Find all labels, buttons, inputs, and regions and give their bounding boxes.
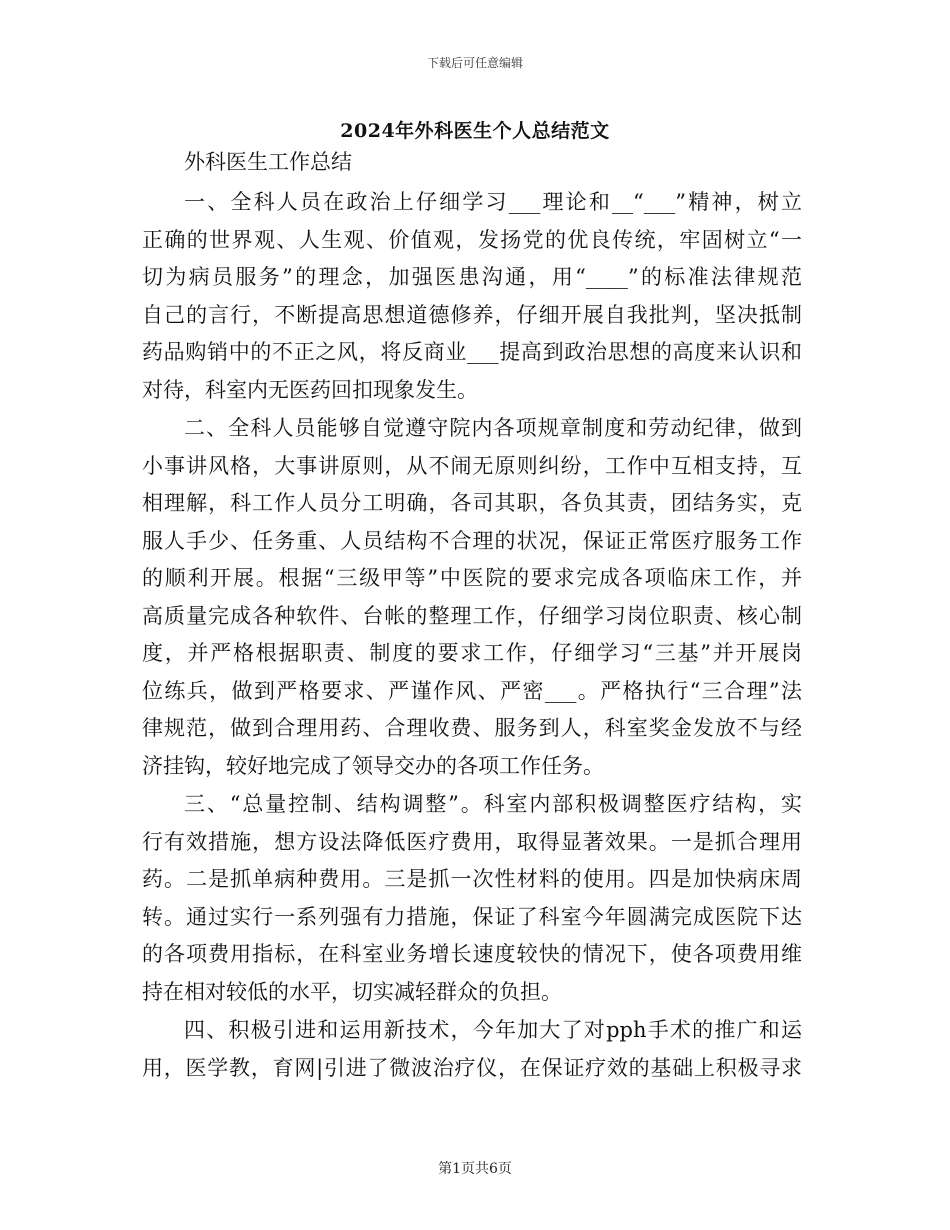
paragraph-line: 服人手少、任务重、人员结构不合理的状况，保证正常医疗服务工作 [142,528,802,553]
paragraph-2 [142,410,802,785]
paragraph-line: 相理解，科工作人员分工明确，各司其职，各负其责，团结务实，克 [142,491,802,515]
paragraph-line: 行有效措施，想方设法降低医疗费用，取得显著效果。一是抓合理用 [142,829,802,854]
paragraph-line: 切为病员服务”的理念，加强医患沟通，用“____”的标准法律规范 [142,265,802,289]
paragraph-line: 位练兵，做到严格要求、严谨作风、严密___。严格执行“三合理”法 [142,678,802,703]
paragraph-line: 对待，科室内无医药回扣现象发生。 [142,377,478,402]
paragraph-line: 一、全科人员在政治上仔细学习___理论和__“___”精神，树立 [184,190,802,214]
paragraph-line: 度，并严格根据职责、制度的要求工作，仔细学习“三基”并开展岗 [142,641,802,665]
document-subheading: 外科医生工作总结 [184,150,352,174]
paragraph-line: 持在相对较低的水平，切实减轻群众的负担。 [142,979,562,1004]
paragraph-line: 用，医学教，育网|引进了微波治疗仪，在保证疗效的基础上积极寻求 [142,1055,802,1080]
paragraph-3 [142,786,802,1011]
paragraph-line: 转。通过实行一系列强有力措施，保证了科室今年圆满完成医院下达 [142,904,802,929]
document-title: 2024年外科医生个人总结范文 [340,120,610,142]
page-header-note: 下载后可任意编辑 [426,56,523,70]
paragraph-line: 四、积极引进和运用新技术，今年加大了对pph手术的推广和运 [184,1018,802,1042]
paragraph-line: 三、“总量控制、结构调整”。科室内部积极调整医疗结构，实 [184,792,802,816]
paragraph-line: 药。二是抓单病种费用。三是抓一次性材料的使用。四是加快病床周 [142,867,802,891]
paragraph-line: 的各项费用指标，在科室业务增长速度较快的情况下，使各项费用维 [142,942,802,966]
paragraph-line: 正确的世界观、人生观、价值观，发扬党的优良传统，牢固树立“一 [142,227,802,252]
paragraph-line: 律规范，做到合理用药、合理收费、服务到人，科室奖金发放不与经 [142,716,802,740]
paragraph-line: 小事讲风格，大事讲原则，从不闹无原则纠纷，工作中互相支持，互 [142,453,802,478]
paragraph-line: 药品购销中的不正之风，将反商业___提高到政治思想的高度来认识和 [142,340,802,364]
paragraph-line: 二、全科人员能够自觉遵守院内各项规章制度和劳动纪律，做到 [184,416,802,440]
paragraph-1 [142,184,802,409]
paragraph-line: 高质量完成各种软件、台帐的整理工作，仔细学习岗位职责、核心制 [142,603,802,628]
paragraph-line: 的顺利开展。根据“三级甲等”中医院的要求完成各项临床工作，并 [142,566,802,590]
paragraph-4 [142,1012,802,1087]
paragraph-line: 济挂钩，较好地完成了领导交办的各项工作任务。 [142,753,604,778]
document-body [142,140,802,1087]
page-number: 第1页共6页 [438,1161,512,1177]
paragraph-line: 自己的言行，不断提高思想道德修养，仔细开展自我批判，坚决抵制 [142,302,802,327]
